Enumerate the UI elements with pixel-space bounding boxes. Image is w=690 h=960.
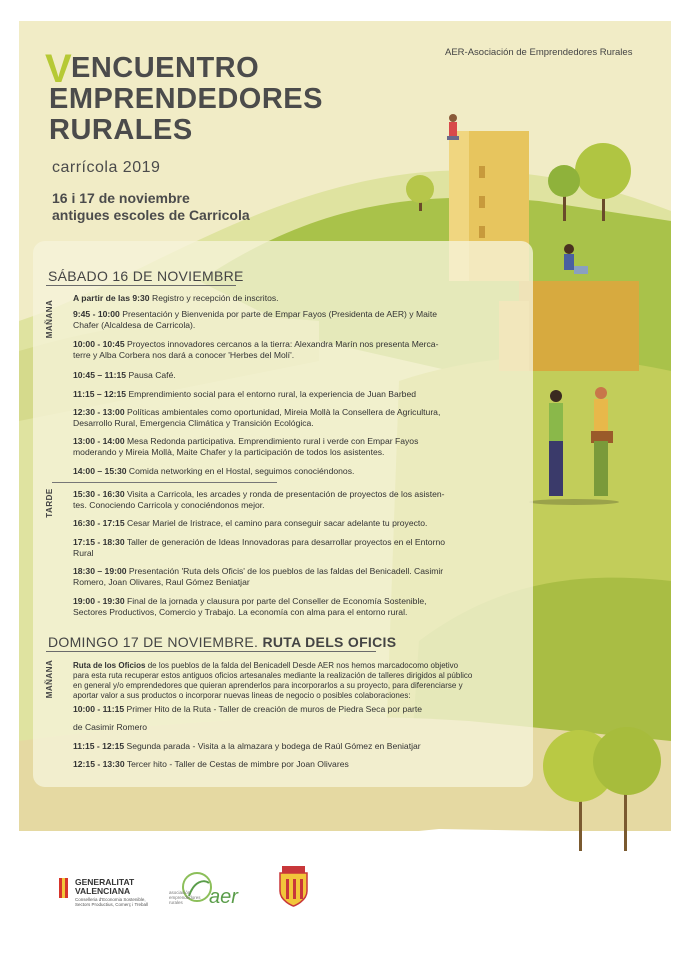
item-text: Primer Hito de la Ruta - Taller de creación de muros de Piedra Seca por parte bbox=[126, 704, 423, 714]
item-time: 12:15 - 13:30 bbox=[73, 759, 125, 769]
schedule-item bbox=[73, 741, 493, 752]
route-intro bbox=[73, 661, 493, 701]
item-text: Comida networking en el Hostal, seguimos conociéndonos. bbox=[128, 466, 355, 476]
saturday-underline bbox=[46, 285, 236, 286]
schedule-item bbox=[73, 339, 493, 360]
item-time: 17:15 - 18:30 bbox=[73, 537, 125, 547]
item-time: 10:00 - 11:15 bbox=[73, 704, 125, 714]
schedule-item bbox=[73, 566, 493, 587]
gv-subtitle: Conselleria d'Economia Sostenible, Sectors Productius, Comerç i Treball bbox=[75, 897, 149, 907]
event-subtitle: carrícola 2019 bbox=[52, 159, 161, 176]
item-time: A partir de las 9:30 bbox=[73, 293, 150, 303]
schedule-item bbox=[73, 436, 493, 457]
item-text: Taller de generación de Ideas Innovadoras para desarrollar proyectos en el Entorno bbox=[126, 537, 446, 547]
schedule-item bbox=[73, 537, 493, 558]
gv-title-line: GENERALITAT bbox=[75, 877, 135, 887]
route-intro-line: de los pueblos de la falda del Benicadell Desde AER nos hemos marcadocomo objetivo bbox=[145, 661, 459, 670]
item-text-cont: Romero, Joan Olivares, Raul Gómez Beniatjar bbox=[73, 576, 250, 587]
edition-number: V bbox=[45, 47, 72, 91]
item-text: Registro y recepción de inscritos. bbox=[151, 293, 279, 303]
item-time: 16:30 - 17:15 bbox=[73, 518, 125, 528]
saturday-heading: SÁBADO 16 DE NOVIEMBRE bbox=[48, 268, 244, 284]
item-time: 14:00 – 15:30 bbox=[73, 466, 127, 476]
sunday-heading-route: RUTA DELS OFICIS bbox=[262, 634, 397, 650]
item-text: Proyectos innovadores cercanos a la tierra: Alexandra Marín nos presenta Merca- bbox=[127, 339, 439, 349]
item-text: Políticas ambientales como oportunidad, Mireia Mollà la Consellera de Agricultura, bbox=[127, 407, 441, 417]
schedule-item bbox=[73, 518, 493, 529]
item-time: 11:15 - 12:15 bbox=[73, 741, 125, 751]
title-line: ENCUENTRO bbox=[71, 52, 260, 84]
schedule-item bbox=[73, 704, 493, 715]
session-divider bbox=[52, 482, 277, 483]
route-intro-line: para esta ruta recuperar estos antiguos oficios artesanales mediante la realización de talleres dirigidos al público bbox=[73, 671, 473, 680]
item-time: 19:00 - 19:30 bbox=[73, 596, 125, 606]
item-text: Pausa Café. bbox=[128, 370, 176, 380]
sunday-heading-date: DOMINGO 17 DE NOVIEMBRE. bbox=[48, 634, 259, 650]
route-intro-line: aportar valor a sus productos o incorporar nuevas lineas de negocio o posibles colaboraciones: bbox=[73, 691, 411, 700]
schedule-item bbox=[73, 466, 493, 477]
title-line: EMPRENDEDORES bbox=[49, 83, 323, 115]
morning-label: MAÑANA bbox=[45, 299, 54, 339]
item-text-cont: Chafer (Alcaldesa de Carricola). bbox=[73, 319, 196, 330]
item-text-cont: Rural bbox=[73, 547, 94, 558]
item-time: 10:45 – 11:15 bbox=[73, 370, 127, 380]
item-text: Final de la jornada y clausura por parte del Conseller de Economía Sostenible, bbox=[127, 596, 427, 606]
item-text: Tercer hito - Taller de Cestas de mimbre por Joan Olivares bbox=[126, 759, 349, 769]
item-text-cont: de Casimir Romero bbox=[73, 722, 148, 732]
dates-line: 16 i 17 de noviembre bbox=[52, 190, 190, 206]
item-time: 9:45 - 10:00 bbox=[73, 309, 120, 319]
item-text-cont: moderando y Mireia Mollà, Maite Chafer y la participación de todos los asistentes. bbox=[73, 446, 385, 457]
item-text-cont: Desarrollo Rural, Emergencia Climática y Transición Ecológica. bbox=[73, 417, 314, 428]
item-text: Presentación 'Ruta dels Oficis' de los pueblos de las faldas del Benicadell. Casimir bbox=[128, 566, 444, 576]
item-time: 12:30 - 13:00 bbox=[73, 407, 125, 417]
afternoon-label: TARDE bbox=[45, 488, 54, 518]
event-title bbox=[49, 53, 323, 146]
schedule-item bbox=[73, 370, 493, 381]
schedule-item bbox=[73, 759, 493, 770]
schedule-item bbox=[73, 293, 493, 304]
schedule-item bbox=[73, 596, 493, 617]
route-intro-line: en general y/o emprendedores que quieran aprenderlos para incorporarlos a su proyecto, para diferenciarse y bbox=[73, 681, 463, 690]
item-text: Cesar Mariel de Iristrace, el camino para conseguir sacar adelante tu proyecto. bbox=[127, 518, 428, 528]
item-text-cont: Sectores Productivos, Comercio y Trabajo. La economía con alma para el entorno rural. bbox=[73, 606, 408, 617]
sunday-heading bbox=[48, 634, 396, 650]
item-text: Visita a Carricola, les arcades y ronda de presentación de proyectos de los asisten- bbox=[127, 489, 445, 499]
aer-logo: aer bbox=[209, 886, 238, 908]
item-time: 15:30 - 16:30 bbox=[73, 489, 125, 499]
sunday-underline bbox=[46, 651, 376, 652]
schedule-item bbox=[73, 407, 493, 428]
morning-label: MAÑANA bbox=[45, 659, 54, 699]
item-time: 10:00 - 10:45 bbox=[73, 339, 125, 349]
gv-title-line: VALENCIANA bbox=[75, 886, 131, 896]
item-text: Segunda parada - Visita a la almazara y bodega de Raúl Gómez en Beniatjar bbox=[126, 741, 421, 751]
organizer-label: AER-Asociación de Emprendedores Rurales bbox=[445, 47, 633, 58]
sponsor-logos bbox=[19, 856, 671, 939]
gv-title bbox=[75, 878, 165, 896]
item-text-cont: terre y Alba Corbera nos dará a conocer 'Herbes del Molí'. bbox=[73, 349, 295, 360]
aer-tagline: asociación emprendedores rurales bbox=[169, 890, 201, 905]
event-dates bbox=[52, 190, 250, 224]
item-time: 18:30 – 19:00 bbox=[73, 566, 127, 576]
item-text: Emprendimiento social para el entorno rural, la experiencia de Juan Barbed bbox=[128, 389, 417, 399]
schedule-item bbox=[73, 389, 493, 400]
item-text-cont: tes. Conociendo Carricola y conociéndonos mejor. bbox=[73, 499, 265, 510]
schedule-item bbox=[73, 722, 493, 733]
title-line: RURALES bbox=[49, 114, 193, 146]
item-time: 11:15 – 12:15 bbox=[73, 389, 127, 399]
item-text: Mesa Redonda participativa. Emprendimiento rural i verde con Empar Fayos bbox=[127, 436, 419, 446]
poster bbox=[19, 21, 671, 939]
item-text: Presentación y Bienvenida por parte de Empar Fayos (Presidenta de AER) y Maite bbox=[122, 309, 438, 319]
item-time: 13:00 - 14:00 bbox=[73, 436, 125, 446]
schedule-item bbox=[73, 309, 493, 330]
dates-line: antigues escoles de Carricola bbox=[52, 207, 250, 223]
schedule-item bbox=[73, 489, 493, 510]
route-intro-title: Ruta de los Oficios bbox=[73, 661, 146, 670]
